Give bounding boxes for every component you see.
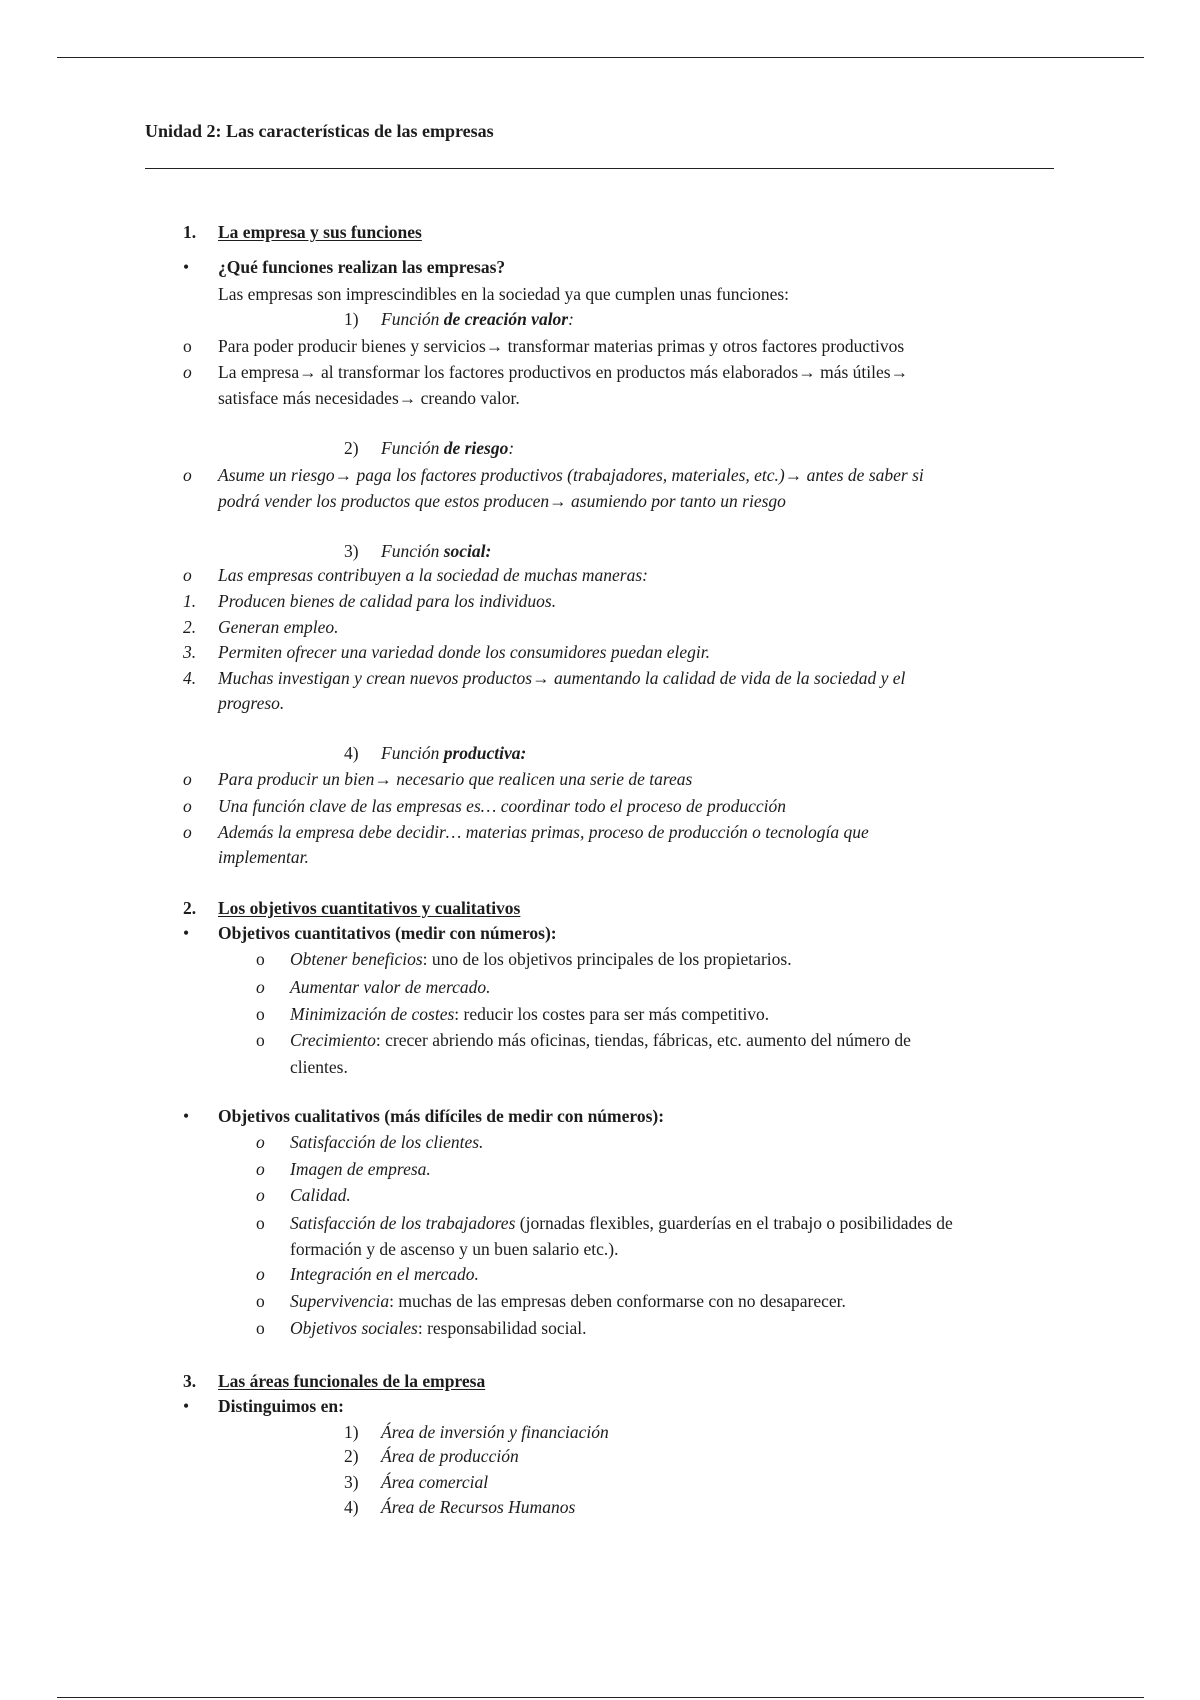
sub-marker: o bbox=[256, 1132, 265, 1152]
bottom-rule bbox=[57, 1697, 1144, 1698]
list-item: Área de inversión y financiación bbox=[381, 1422, 609, 1442]
list-item: Crecimiento: crecer abriendo más oficinas, tiendas, fábricas, etc. aumento del número de bbox=[290, 1030, 911, 1050]
function-number: 4) bbox=[344, 743, 359, 763]
list-number: 1) bbox=[344, 1422, 359, 1442]
section-number: 1. bbox=[183, 222, 197, 242]
sub-marker: o bbox=[256, 1291, 265, 1311]
sub-marker: o bbox=[256, 1185, 265, 1205]
function-number: 3) bbox=[344, 541, 359, 561]
page-title: Unidad 2: Las características de las empresas bbox=[145, 121, 494, 141]
list-item: Satisfacción de los trabajadores (jornadas flexibles, guarderías en el trabajo o posibilidades de bbox=[290, 1213, 953, 1233]
intro-text: Las empresas son imprescindibles en la sociedad ya que cumplen unas funciones: bbox=[218, 284, 790, 304]
sub-marker: o bbox=[256, 1213, 265, 1233]
sub-marker: o bbox=[256, 949, 265, 969]
list-item: Asume un riesgo→ paga los factores productivos (trabajadores, materiales, etc.)→ antes de saber si bbox=[218, 465, 924, 485]
list-item-cont: implementar. bbox=[218, 847, 309, 867]
list-item: Área comercial bbox=[381, 1472, 489, 1492]
quant-label: Objetivos cuantitativos (medir con números): bbox=[218, 923, 557, 943]
list-item: Obtener beneficios: uno de los objetivos principales de los propietarios. bbox=[290, 949, 792, 969]
section-heading: Los objetivos cuantitativos y cualitativos bbox=[218, 898, 521, 918]
bullet-marker: • bbox=[183, 257, 190, 277]
bullet-marker: • bbox=[183, 1106, 190, 1126]
sub-marker: o bbox=[256, 1159, 265, 1179]
bullet-marker: • bbox=[183, 1396, 190, 1416]
sub-marker: o bbox=[256, 1004, 265, 1024]
list-item: Imagen de empresa. bbox=[290, 1159, 431, 1179]
list-number: 2) bbox=[344, 1446, 359, 1466]
top-rule bbox=[57, 57, 1144, 58]
list-item: Muchas investigan y crean nuevos productos→ aumentando la calidad de vida de la sociedad y el bbox=[218, 668, 906, 688]
areas-label: Distinguimos en: bbox=[218, 1396, 344, 1416]
bullet-marker: • bbox=[183, 923, 190, 943]
list-number: 1. bbox=[183, 591, 197, 611]
qual-label: Objetivos cualitativos (más difíciles de medir con números): bbox=[218, 1106, 665, 1126]
list-item: Integración en el mercado. bbox=[290, 1264, 479, 1284]
list-item: Calidad. bbox=[290, 1185, 351, 1205]
sub-marker: o bbox=[183, 336, 192, 356]
sub-marker: o bbox=[183, 796, 192, 816]
list-item: Supervivencia: muchas de las empresas deben conformarse con no desaparecer. bbox=[290, 1291, 846, 1311]
list-item: Satisfacción de los clientes. bbox=[290, 1132, 484, 1152]
function-number: 2) bbox=[344, 438, 359, 458]
sub-marker: o bbox=[183, 362, 192, 382]
sub-marker: o bbox=[256, 1264, 265, 1284]
list-number: 4) bbox=[344, 1497, 359, 1517]
list-item-cont: formación y de ascenso y un buen salario etc.). bbox=[290, 1239, 619, 1259]
sub-marker: o bbox=[183, 565, 192, 585]
function-title: Función de riesgo: bbox=[381, 438, 515, 458]
function-title: Función productiva: bbox=[381, 743, 527, 763]
list-item: Producen bienes de calidad para los individuos. bbox=[218, 591, 557, 611]
function-number: 1) bbox=[344, 309, 359, 329]
list-item: Área de Recursos Humanos bbox=[381, 1497, 576, 1517]
title-rule bbox=[145, 168, 1054, 169]
function-title: Función social: bbox=[381, 541, 492, 561]
list-item: Permiten ofrecer una variedad donde los consumidores puedan elegir. bbox=[218, 642, 711, 662]
list-lead: Las empresas contribuyen a la sociedad de muchas maneras: bbox=[218, 565, 648, 585]
list-number: 3) bbox=[344, 1472, 359, 1492]
list-item: Para poder producir bienes y servicios→ transformar materias primas y otros factores productivos bbox=[218, 336, 905, 356]
section-number: 3. bbox=[183, 1371, 197, 1391]
sub-marker: o bbox=[256, 977, 265, 997]
sub-marker: o bbox=[183, 822, 192, 842]
list-item: Área de producción bbox=[381, 1446, 519, 1466]
list-item-cont: podrá vender los productos que estos producen→ asumiendo por tanto un riesgo bbox=[218, 491, 786, 511]
question: ¿Qué funciones realizan las empresas? bbox=[218, 257, 506, 277]
sub-marker: o bbox=[256, 1030, 265, 1050]
sub-marker: o bbox=[183, 465, 192, 485]
function-title: Función de creación valor: bbox=[381, 309, 574, 329]
section-number: 2. bbox=[183, 898, 197, 918]
list-item: Generan empleo. bbox=[218, 617, 339, 637]
section-heading: La empresa y sus funciones bbox=[218, 222, 422, 242]
list-item: Además la empresa debe decidir… materias primas, proceso de producción o tecnología que bbox=[218, 822, 869, 842]
list-item: Una función clave de las empresas es… coordinar todo el proceso de producción bbox=[218, 796, 786, 816]
list-item: Objetivos sociales: responsabilidad social. bbox=[290, 1318, 587, 1338]
sub-marker: o bbox=[256, 1318, 265, 1338]
list-item-cont: progreso. bbox=[218, 693, 285, 713]
list-item-cont: satisface más necesidades→ creando valor. bbox=[218, 388, 520, 408]
section-heading: Las áreas funcionales de la empresa bbox=[218, 1371, 486, 1391]
list-item: Aumentar valor de mercado. bbox=[290, 977, 491, 997]
list-number: 2. bbox=[183, 617, 197, 637]
sub-marker: o bbox=[183, 769, 192, 789]
list-number: 3. bbox=[183, 642, 197, 662]
list-item: Minimización de costes: reducir los costes para ser más competitivo. bbox=[290, 1004, 770, 1024]
list-number: 4. bbox=[183, 668, 197, 688]
list-item: Para producir un bien→ necesario que realicen una serie de tareas bbox=[218, 769, 693, 789]
list-item-cont: clientes. bbox=[290, 1057, 348, 1077]
list-item: La empresa→ al transformar los factores productivos en productos más elaborados→ más útiles→ bbox=[218, 362, 909, 382]
